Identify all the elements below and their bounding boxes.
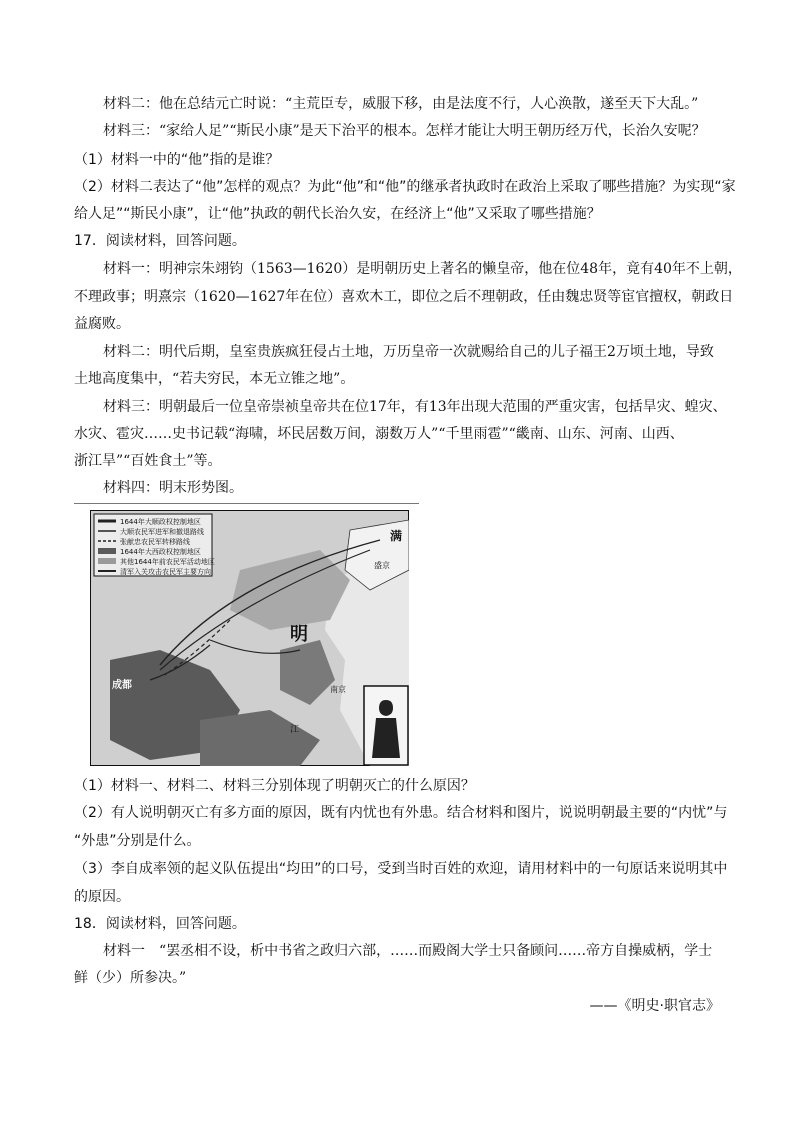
q17-question-2-line-2: “外患”分别是什么。 xyxy=(74,833,201,849)
q16-material-3: 材料三：“家给人足”“斯民小康”是天下治平的根本。怎样才能让大明王朝历经万代，长治久安呢？ xyxy=(103,123,706,139)
legend-item-5: 其他1644年前农民军活动地区 xyxy=(120,558,215,566)
q17-material-4: 材料四：明末形势图。 xyxy=(103,480,243,496)
q17-material-3-line-2: 水灾、雹灾……史书记载“海啸，坏民居数万间，溺数万人”“千里雨雹”“畿南、山东、河南、山西、 xyxy=(74,426,684,442)
q17-material-1-line-2: 不理政事；明熹宗（1620—1627年在位）喜欢木工，即位之后不理朝政，任由魏忠贤等宦官擅权，朝政日 xyxy=(74,289,734,305)
late-ming-situation-map xyxy=(90,510,409,766)
map-label-chengdu: 成都 xyxy=(112,680,132,691)
q18-material-1-line-2: 鲜（少）所参决。” xyxy=(74,970,187,986)
legend-item-2: 大顺农民军进军和撤退路线 xyxy=(120,528,204,536)
q18-heading: 18．阅读材料，回答问题。 xyxy=(74,916,246,932)
q17-question-3-line-1: （3）李自成率领的起义队伍提出“均田”的口号，受到当时百姓的欢迎，请用材料中的一句原话来说明其中 xyxy=(74,861,728,877)
map-label-river: 江 xyxy=(290,725,300,735)
legend-item-4: 1644年大西政权控制地区 xyxy=(120,548,201,556)
q17-heading: 17．阅读材料，回答问题。 xyxy=(74,233,246,249)
q17-material-1-line-3: 益腐败。 xyxy=(74,316,130,332)
q17-material-2-line-1: 材料二：明代后期，皇室贵族疯狂侵占土地，万历皇帝一次就赐给自己的儿子福王2万顷土地，导致 xyxy=(103,344,714,360)
map-label-qing: 满 xyxy=(390,529,403,543)
q16-material-2: 材料二：他在总结元亡时说：“主荒臣专，威服下移，由是法度不行，人心涣散，遂至天下大乱。” xyxy=(103,96,699,112)
q18-source-citation: ——《明史·职官志》 xyxy=(589,998,720,1014)
q18-material-1-line-1: 材料一 “罢丞相不设，析中书省之政归六部，……而殿阁大学士只备顾问……帝方自操威柄，学士 xyxy=(103,943,713,959)
q17-question-2-line-1: （2）有人说明朝灭亡有多方面的原因，既有内忧也有外患。结合材料和图片，说说明朝最主要的“内忧”与 xyxy=(74,805,728,821)
map-label-shengjing: 盛京 xyxy=(374,561,390,570)
legend-item-6: 清军入关攻击农民军主要方向 xyxy=(120,568,211,576)
q16-question-2-line-2: 给人足”“斯民小康”，让“他”执政的朝代长治久安，在经济上“他”又采取了哪些措施？ xyxy=(74,206,601,222)
map-label-nanjing: 南京 xyxy=(330,685,346,694)
legend-item-3: 张献忠农民军转移路线 xyxy=(120,538,190,546)
q17-material-3-line-1: 材料三：明朝最后一位皇帝崇祯皇帝共在位17年，有13年出现大范围的严重灾害，包括旱灾、蝗灾、 xyxy=(103,399,727,415)
legend-item-1: 1644年大顺政权控制地区 xyxy=(120,518,201,526)
q17-question-1: （1）材料一、材料二、材料三分别体现了明朝灭亡的什么原因？ xyxy=(74,778,475,794)
q16-question-2-line-1: （2）材料二表达了“他”怎样的观点？为此“他”和“他”的继承者执政时在政治上采取了哪些措施？为实现“家 xyxy=(74,179,736,195)
map-top-rule xyxy=(74,503,419,504)
q17-material-1-line-1: 材料一：明神宗朱翊钧（1563—1620）是明朝历史上著名的懒皇帝，他在位48年，竟有40年不上朝， xyxy=(103,261,742,277)
q17-question-3-line-2: 的原因。 xyxy=(74,889,130,905)
map-label-ming: 明 xyxy=(290,624,308,645)
q17-material-3-line-3: 浙江旱”“百姓食土”等。 xyxy=(74,453,222,469)
q16-question-1: （1）材料一中的“他”指的是谁？ xyxy=(74,152,280,168)
q17-material-2-line-2: 土地高度集中，“若夫穷民，本无立锥之地”。 xyxy=(74,371,355,387)
